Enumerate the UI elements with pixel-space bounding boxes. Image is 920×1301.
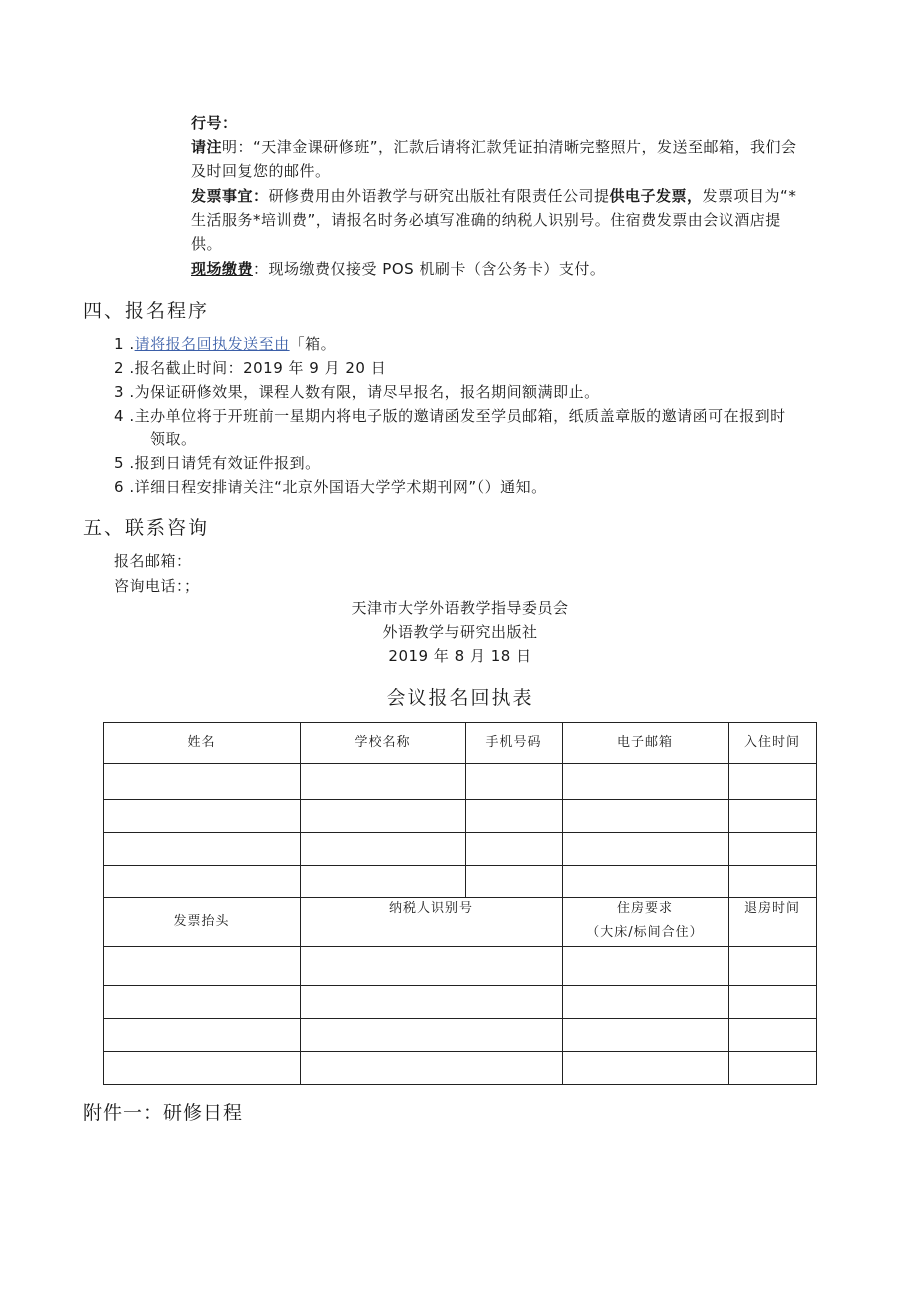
account-number-label: 行号： [191,114,238,132]
item-text: 「箱。 [289,335,337,353]
header-room-req: 住房要求 [616,901,673,916]
header-phone: 手机号码 [485,735,542,750]
onsite-label: 现场缴费 [191,260,254,278]
item-text: .主办单位将于开班前一星期内将电子版的邀请函发至学员邮箱，纸质盖章版的邀请函可在报到时 [129,407,786,425]
org-name-1: 天津市大学外语教学指导委员会 [351,599,569,617]
item-text: .为保证研修效果，课程人数有限，请尽早报名，报名期间额满即止。 [129,383,600,401]
invoice-text-b: 供电子发票， [609,187,703,205]
attachment-heading: 附件一：研修日程 [83,1102,244,1124]
invoice-label: 发票事宜： [191,187,269,205]
item-text: .详细日程安排请关注“北京外国语大学学术期刊网”（）通知。 [129,478,547,496]
list-item-cont: 领取。 [150,430,197,448]
onsite-text: ：现场缴费仅接受 POS 机刷卡（含公务卡）支付。 [253,260,606,278]
invoice-text-a: 研修费用由外语教学与研究出版社有限责任公司提 [268,187,610,205]
item-number: 1 [114,335,125,353]
item-number: 3 [114,383,125,401]
org-name-2: 外语教学与研究出版社 [382,623,538,641]
header-checkout: 退房时间 [743,901,800,916]
section-5-heading: 五、联系咨询 [83,517,210,539]
item-number: 2 [114,359,125,377]
phone-label: 咨询电话：； [114,577,200,595]
invoice-note-cont1: 生活服务*培训费”，请报名时务必填写准确的纳税人识别号。住宿费发票由会议酒店提 [191,211,781,229]
invoice-text-c: 发票项目为“* [702,187,797,205]
item-number: 4 [114,407,125,425]
note-text: 明：“天津金课研修班”，汇款后请将汇款凭证拍清晰完整照片，发送至邮箱，我们会 [222,138,797,156]
item-number: 5 [114,454,125,472]
form-title: 会议报名回执表 [386,687,534,709]
email-label: 报名邮箱： [114,552,192,570]
remittance-note-cont: 及时回复您的邮件。 [191,162,331,180]
header-checkin: 入住时间 [743,735,800,750]
header-invoice-title: 发票抬头 [173,914,230,929]
header-name: 姓名 [187,735,216,750]
signature-date: 2019 年 8 月 18 日 [388,647,532,665]
item-number: 6 [114,478,125,496]
section-4-heading: 四、报名程序 [83,300,210,322]
header-tax-id: 纳税人识别号 [388,901,473,916]
header-email: 电子邮箱 [616,735,673,750]
item-text: .报名截止时间：2019 年 9 月 20 日 [129,359,387,377]
invoice-note-cont2: 供。 [191,235,223,253]
send-form-link[interactable]: 请将报名回执发送至由 [134,335,290,353]
note-label: 请注 [191,138,223,156]
header-school: 学校名称 [354,735,411,750]
item-text: .报到日请凭有效证件报到。 [129,454,321,472]
header-room-req-sub: （大床/标间合住） [586,925,704,940]
list-item: 1 .请将报名回执发送至由「箱。 [114,335,337,353]
